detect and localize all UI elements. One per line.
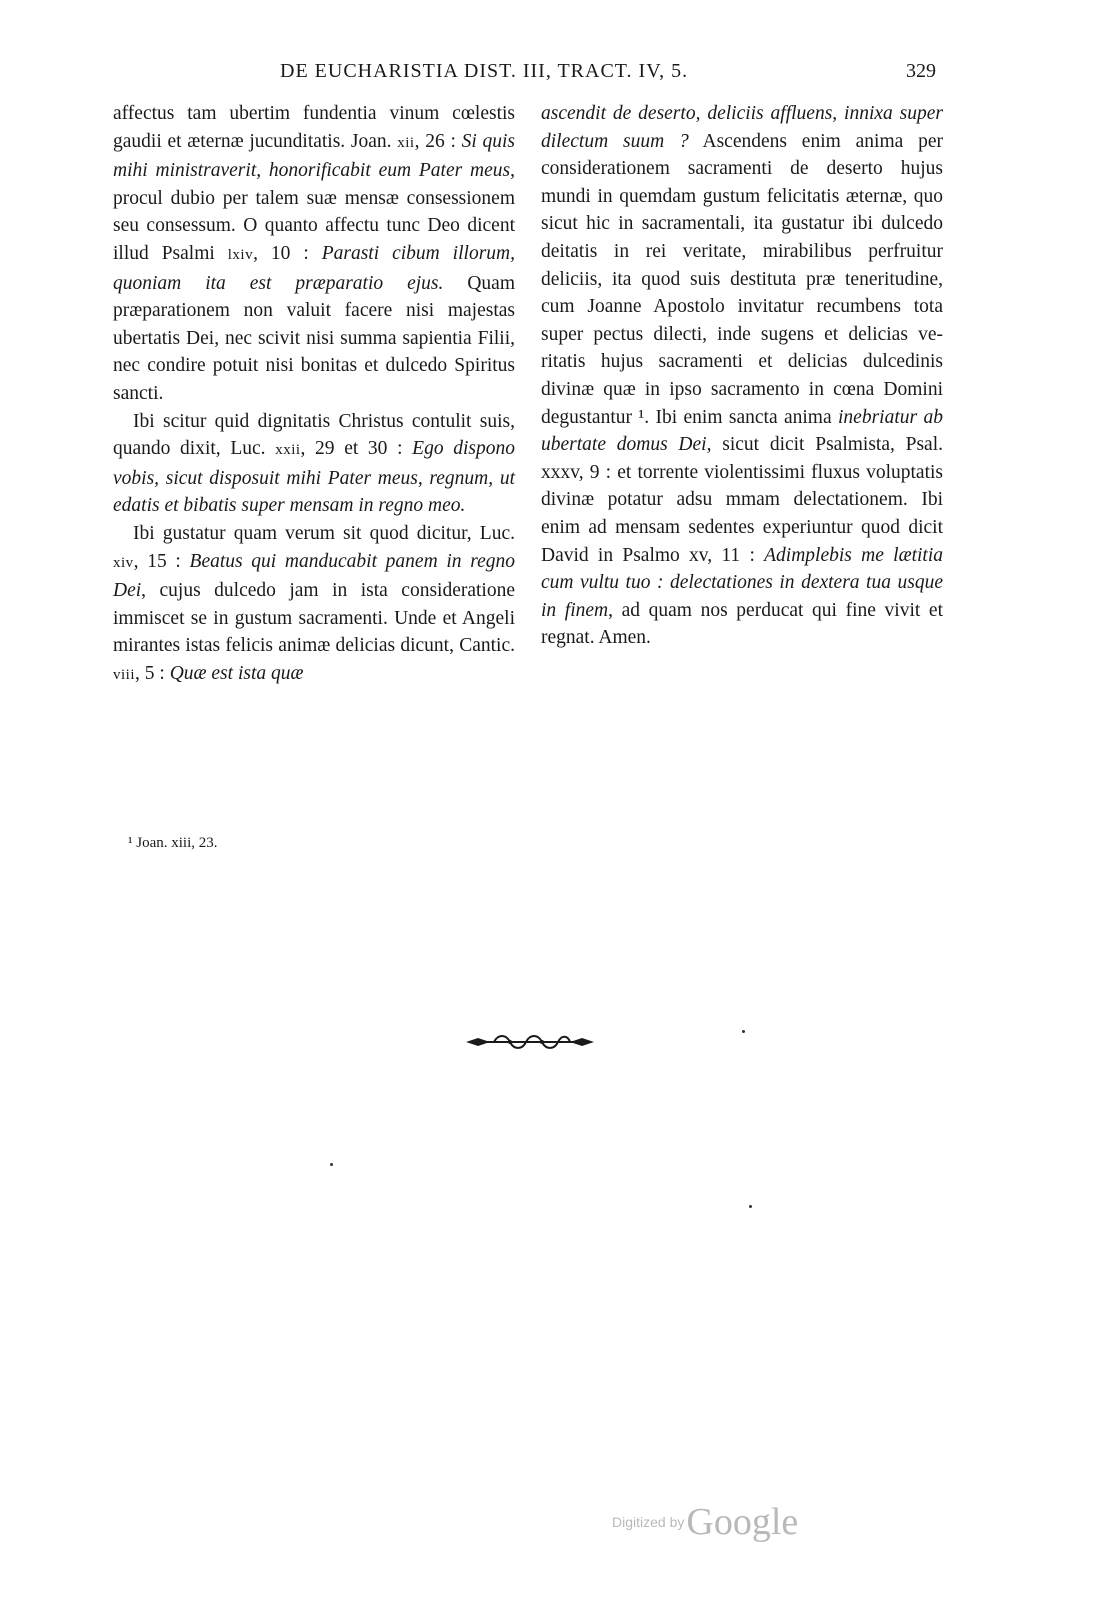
print-speck (330, 1163, 333, 1166)
print-speck (742, 1030, 745, 1033)
paragraph: Ibi scitur quid dignitatis Christus contulit suis, quando dixit, Luc. xxii, 29 et 30 : Ego dispono vobis, sicut disposuit mihi Pater meus, regnum, ut edatis et bibatis super mensam in regno meo. (113, 410, 515, 517)
paragraph: affectus tam ubertim fundentia vinum cœlestis gaudii et æternæ jucunditatis. Joan. xii, 26 : Si quis mihi ministraverit, honorificabit eum Pater meus, procul dubio per talem suæ mensæ consessionem seu consessum. O quanto affectu tunc Deo dicent illud Psalmi lxiv, 10 : Parasti cibum illorum, quoniam ita est præparatio ejus. Quam præparationem non valuit facere nisi majestas ubertatis Dei, nec scivit nisi summa sapientia Filii, nec condire potuit nisi bonitas et dulcedo Spiritus sancti. (113, 103, 516, 404)
footnote-reference[interactable]: ¹ (638, 406, 645, 428)
page-number: 329 (906, 60, 936, 82)
left-column (113, 100, 515, 689)
digitized-watermark: Digitized byGoogle (612, 1501, 799, 1543)
paragraph: Ibi gustatur quam verum sit quod dicitur, Luc. xiv, 15 : Beatus qui manducabit panem in regno Dei, cujus dulcedo jam in ista consideratione immiscet se in gustum sacramenti. Unde et Angeli mirantes istas felicis animæ delicias dicunt, Cantic. viii, 5 : Quæ est ista quæ (113, 522, 515, 684)
right-column (541, 100, 943, 652)
footnote (128, 835, 218, 852)
footnote-mark: ¹ (128, 835, 133, 851)
print-speck (749, 1205, 752, 1208)
ornament-divider-icon (464, 1030, 596, 1054)
running-title: DE EUCHARISTIA DIST. III, TRACT. IV, 5. (280, 60, 689, 82)
paragraph: ascendit de deserto, deliciis affluens, innixa super dilectum suum ? Ascendens enim anima per considerationem sacramenti de deserto hujus mundi in quemdam gustum felicitatis æternæ, quo sicut hic in sacramentali, ita gustatur ibi dulcedo deitatis in rei veritate, mirabilibus perfruitur deliciis, ita quod suis destituta præ teneritudine, cum Joanne Apostolo invitatur recumbens tota super pectus dilecti, inde sugens et delicias veritatis hujus sacramenti et delicias dulcedinis divinæ quæ in ipso sacramento in cœna Domini degustantur ¹. Ibi enim sancta anima inebriatur ab ubertate domus Dei, sicut dicit Psalmista, Psal. xxxv, 9 : et torrente violentissimi fluxus voluptatis divinæ potatur adsu mmam delectationem. Ibi enim ad mensam sedentes experiuntur quod dicit David in Psalmo xv, 11 : Adimplebis me lætitia cum vultu tuo : delectationes in dextera tua usque in finem, ad quam nos perducat qui fine vivit et regnat. Amen. (541, 103, 944, 649)
footnote-text: Joan. xiii, 23. (132, 835, 218, 851)
